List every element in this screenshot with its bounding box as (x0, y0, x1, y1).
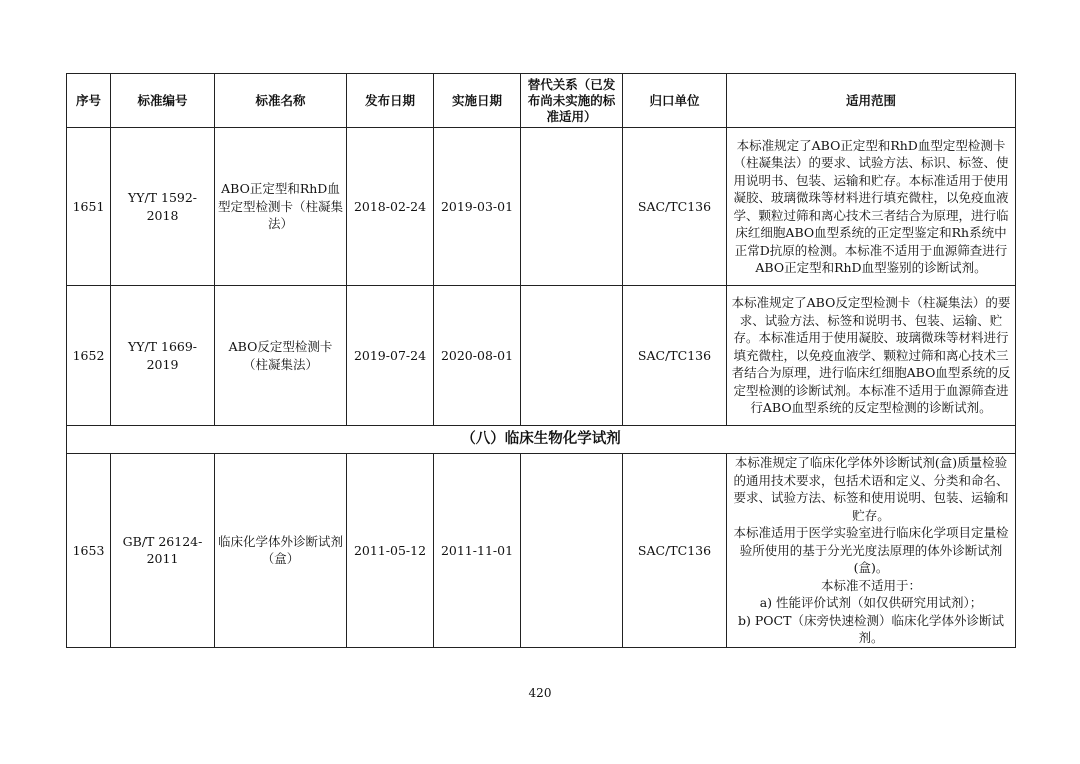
row-seq: 1651 (67, 128, 111, 286)
row-unit: SAC/TC136 (623, 128, 727, 286)
row-replacement (521, 128, 623, 286)
row-name: ABO反定型检测卡（柱凝集法） (215, 286, 347, 426)
table-row (67, 454, 1016, 648)
table-row (67, 128, 1016, 286)
scope-paragraph: 本标准规定了临床化学体外诊断试剂(盒)质量检验的通用技术要求，包括术语和定义、分类和命名、要求、试验方法、标签和使用说明、包装、运输和贮存。 (733, 455, 1009, 523)
header-unit: 归口单位 (623, 74, 727, 128)
row-code: YY/T 1592-2018 (111, 128, 215, 286)
section-title: （八）临床生物化学试剂 (67, 426, 1016, 454)
row-code: YY/T 1669-2019 (111, 286, 215, 426)
row-name: 临床化学体外诊断试剂（盒） (215, 454, 347, 648)
row-publish-date: 2018-02-24 (347, 128, 434, 286)
row-scope: 本标准规定了ABO正定型和RhD血型定型检测卡（柱凝集法）的要求、试验方法、标识、标签、使用说明书、包装、运输和贮存。本标准适用于使用凝胶、玻璃微珠等材料进行填充微柱，以免疫血液学、颗粒过筛和离心技术三者结合为原理，进行临床红细胞ABO血型系统的正定型鉴定和Rh系统中正常D抗原的检测。本标准不适用于血源筛查进行ABO正定型和RhD血型鉴别的诊断试剂。 (727, 128, 1016, 286)
scope-paragraph: 本标准适用于医学实验室进行临床化学项目定量检验所使用的基于分光光度法原理的体外诊断试剂(盒)。 (733, 525, 1009, 575)
row-replacement (521, 286, 623, 426)
row-publish-date: 2011-05-12 (347, 454, 434, 648)
row-unit: SAC/TC136 (623, 454, 727, 648)
header-row (67, 74, 1016, 128)
header-name: 标准名称 (215, 74, 347, 128)
row-scope (727, 454, 1016, 648)
row-name: ABO正定型和RhD血型定型检测卡（柱凝集法） (215, 128, 347, 286)
page-number: 420 (528, 686, 552, 700)
scope-paragraph: a) 性能评价试剂（如仅供研究用试剂）； (759, 595, 983, 610)
header-seq: 序号 (67, 74, 111, 128)
row-publish-date: 2019-07-24 (347, 286, 434, 426)
header-replacement: 替代关系（已发布尚未实施的标准适用） (521, 74, 623, 128)
header-code: 标准编号 (111, 74, 215, 128)
row-seq: 1653 (67, 454, 111, 648)
header-scope: 适用范围 (727, 74, 1016, 128)
section-row (67, 426, 1016, 454)
row-replacement (521, 454, 623, 648)
row-seq: 1652 (67, 286, 111, 426)
row-implement-date: 2020-08-01 (434, 286, 521, 426)
header-implement-date: 实施日期 (434, 74, 521, 128)
row-unit: SAC/TC136 (623, 286, 727, 426)
table-row (67, 286, 1016, 426)
standards-table (66, 73, 1016, 648)
row-scope: 本标准规定了ABO反定型检测卡（柱凝集法）的要求、试验方法、标签和说明书、包装、运输、贮存。本标准适用于使用凝胶、玻璃微珠等材料进行填充微柱，以免疫血液学、颗粒过筛和离心技术三者结合为原理，进行临床红细胞ABO血型系统的反定型检测的诊断试剂。本标准不适用于血源筛查进行ABO血型系统的反定型检测的诊断试剂。 (727, 286, 1016, 426)
row-code: GB/T 26124-2011 (111, 454, 215, 648)
scope-paragraph: b) POCT（床旁快速检测）临床化学体外诊断试剂。 (738, 612, 1004, 645)
row-implement-date: 2011-11-01 (434, 454, 521, 648)
scope-paragraph: 本标准不适用于： (820, 577, 921, 593)
header-publish-date: 发布日期 (347, 74, 434, 128)
row-implement-date: 2019-03-01 (434, 128, 521, 286)
